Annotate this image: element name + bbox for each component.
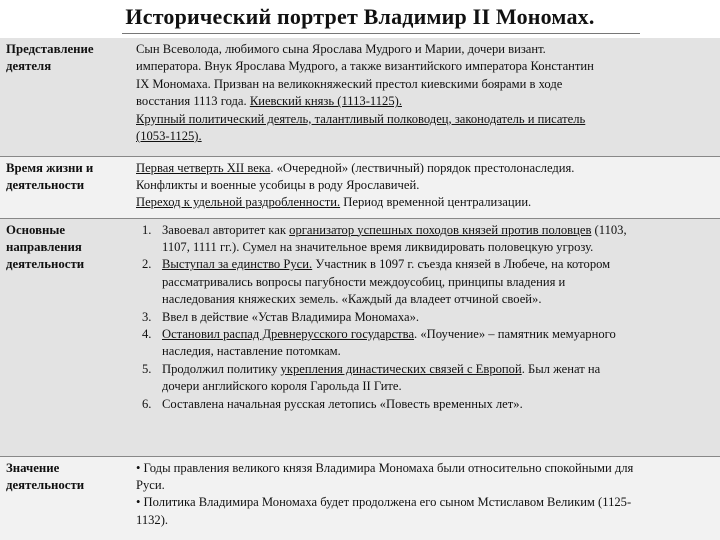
text-segment: Участник в 1097 г. съезда князей в Любече, на котором <box>312 257 611 272</box>
content-line <box>136 111 720 128</box>
list-number: 4. <box>142 326 152 341</box>
content-line <box>136 460 720 477</box>
row-content <box>128 456 720 540</box>
row-label: Основные направления деятельности <box>0 218 128 456</box>
content-line <box>136 512 720 529</box>
content-line <box>136 58 720 75</box>
text-segment: IX Мономаха. Призван на великокняжеский престол киевскими боярами в ходе <box>136 76 563 91</box>
content-line <box>136 477 720 494</box>
list-item <box>136 256 720 308</box>
text-segment: дочери английского короля Гарольда II Гите. <box>162 379 402 394</box>
content-line <box>162 361 720 378</box>
list-item <box>136 396 720 413</box>
underlined-text: (1053-1125). <box>136 129 202 144</box>
list-item <box>136 309 720 326</box>
text-segment: 1107, 1111 гг.). Сумел на значительное время ликвидировать половецкую угрозу. <box>162 239 594 254</box>
underlined-text: Первая четверть XII века <box>136 160 271 175</box>
content-line <box>162 222 720 239</box>
text-segment: . Был женат на <box>521 361 601 376</box>
content-line <box>162 239 720 256</box>
list-number: 3. <box>142 309 152 324</box>
list-item <box>136 222 720 257</box>
directions-list <box>136 222 720 413</box>
content-line <box>162 396 720 413</box>
underlined-text: Крупный политический деятель, талантливый полководец, законодатель и писатель <box>136 111 586 126</box>
table-row <box>0 218 720 456</box>
text-segment: императора. Внук Ярослава Мудрого, а также византийского императора Константин <box>136 59 594 74</box>
row-label: Значение деятельности <box>0 456 128 540</box>
content-line <box>162 326 720 343</box>
page-title: Исторический портрет Владимир II Мономах. <box>0 4 720 30</box>
text-segment: • Годы правления великого князя Владимира Мономаха были относительно спокойными для <box>136 460 634 475</box>
content-line <box>162 291 720 308</box>
row-label: Представление деятеля <box>0 38 128 156</box>
table-row <box>0 38 720 156</box>
content-line <box>136 128 720 145</box>
underlined-text: укрепления династических связей с Европой <box>280 361 522 376</box>
table-row <box>0 456 720 540</box>
table-row <box>0 156 720 218</box>
text-segment: Руси. <box>136 477 165 492</box>
text-segment: . «Поучение» – памятник мемуарного <box>414 326 616 341</box>
content-line <box>136 41 720 58</box>
text-segment: (1103, <box>591 222 627 237</box>
row-label: Время жизни и деятельности <box>0 156 128 218</box>
content-line <box>162 378 720 395</box>
text-segment: Сын Всеволода, любимого сына Ярослава Мудрого и Марии, дочери визант. <box>136 42 546 56</box>
text-segment: Ввел в действие «Устав Владимира Мономаха». <box>162 309 420 324</box>
underlined-text: Остановил распад Древнерусского государства <box>162 326 415 341</box>
list-number: 6. <box>142 396 152 411</box>
text-segment: 1132). <box>136 512 169 527</box>
text-segment: восстания 1113 года. <box>136 94 250 109</box>
text-segment: наследования княжеских земель. «Каждый да владеет отчиной своей». <box>162 292 542 307</box>
list-item <box>136 361 720 396</box>
portrait-table <box>0 38 720 540</box>
text-segment: Конфликты и военные усобицы в роду Ярославичей. <box>136 177 420 192</box>
row-content <box>128 218 720 456</box>
underlined-text: организатор успешных походов князей против половцев <box>289 222 592 237</box>
content-line <box>136 494 720 511</box>
text-segment: • Политика Владимира Мономаха будет продолжена его сыном Мстиславом Великим (1125- <box>136 495 632 510</box>
content-line <box>162 343 720 360</box>
text-segment: Составлена начальная русская летопись «Повесть временных лет». <box>162 396 523 411</box>
row-content <box>128 156 720 218</box>
content-line <box>162 256 720 273</box>
text-segment: рассматривались вопросы пагубности междоусобиц, принципы владения и <box>162 274 566 289</box>
content-line <box>162 274 720 291</box>
text-segment: . «Очередной» (лествичный) порядок престолонаследия. <box>270 160 575 175</box>
content-line <box>136 160 720 177</box>
list-number: 1. <box>142 222 152 237</box>
content-line <box>136 76 720 93</box>
text-segment: Период временной централизации. <box>340 195 532 210</box>
underlined-text: Выступал за единство Руси. <box>162 257 313 272</box>
text-segment: Завоевал авторитет как <box>162 222 290 237</box>
row-content <box>128 38 720 156</box>
list-item <box>136 326 720 361</box>
content-line <box>136 177 720 194</box>
text-segment: наследия, наставление потомкам. <box>162 344 341 359</box>
list-number: 2. <box>142 257 152 272</box>
underlined-text: Переход к удельной раздробленности. <box>136 195 341 210</box>
underlined-text: Киевский князь (1113-1125). <box>249 94 402 109</box>
text-segment: Продолжил политику <box>162 361 281 376</box>
content-line <box>136 194 720 211</box>
list-number: 5. <box>142 361 152 376</box>
content-line <box>162 309 720 326</box>
content-line <box>136 93 720 110</box>
